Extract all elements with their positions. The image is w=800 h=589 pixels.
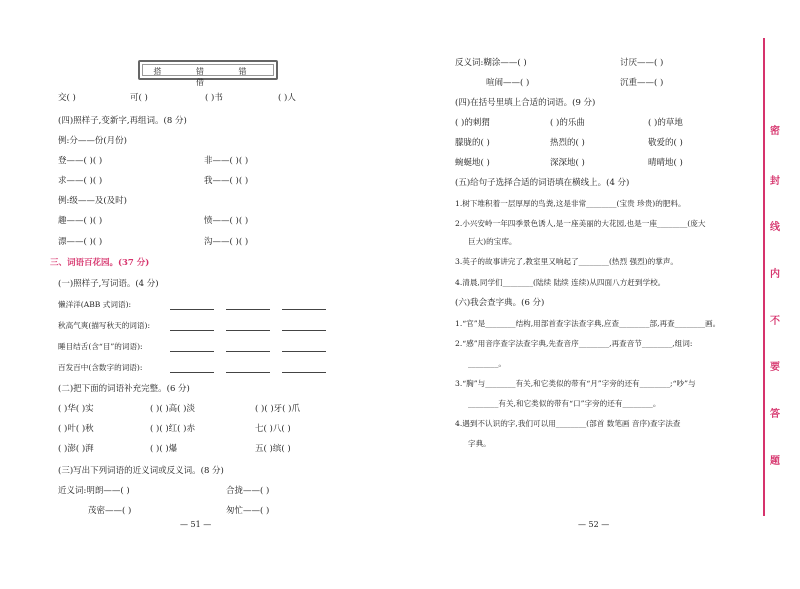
sentence-item: 2.小兴安岭一年四季景色诱人,是一座美丽的大花园,也是一座________(庞大 (455, 219, 706, 228)
seal-char: 封 (770, 176, 780, 187)
seal-char: 内 (770, 269, 780, 280)
dictionary-item: 3.“胸”与________有关,和它类似的带有“月”字旁的还有________;“吵”与 (455, 379, 696, 388)
idiom-item: ( )叶( )秋 (58, 424, 94, 434)
question-heading: (六)我会查字典。(6 分) (455, 298, 545, 308)
exercise-item: 沟——( )( ) (204, 237, 249, 247)
idiom-item: ( )( )高( )淡 (150, 404, 196, 414)
idiom-item: ( )华( )实 (58, 404, 94, 414)
fill-label: 百发百中(含数字的词语): (58, 363, 143, 372)
answer-line (170, 309, 214, 310)
sentence-item: 3.英子的故事讲完了,教室里又响起了________(热烈 强烈)的掌声。 (455, 257, 679, 266)
idiom-item: ( )澎( )湃 (58, 444, 94, 454)
answer-line (170, 351, 214, 352)
exercise-item: 趣——( )( ) (58, 216, 103, 226)
idiom-item: 五( )缤( ) (255, 444, 291, 454)
example-text: 例:分——份(月份) (58, 136, 127, 146)
answer-line (226, 330, 270, 331)
seal-line (763, 38, 765, 516)
answer-line (170, 372, 214, 373)
dictionary-item: ________有关,和它类似的带有“口”字旁的还有________。 (468, 399, 661, 408)
answer-line (170, 330, 214, 331)
phrase-item: ( )的乐曲 (550, 118, 585, 128)
dictionary-item: 2.“感”用音序查字法查字典,先查音序________,再查音节________,组词: (455, 339, 693, 348)
fill-label: 睡目结舌(含“目”的词语): (58, 342, 143, 351)
seal-char: 不 (770, 316, 780, 327)
header-text: 搭 错 错 借 (153, 67, 263, 87)
seal-char: 题 (770, 456, 780, 467)
header-box (138, 60, 278, 87)
sentence-item: 1.树下堆积着一层厚厚的鸟粪,这是非常________(宝贵 珍贵)的肥料。 (455, 199, 686, 208)
dictionary-item: 字典。 (468, 439, 491, 448)
synonym-item: 近义词:明朗——( ) (58, 486, 130, 496)
dictionary-item: 4.遇到不认识的字,我们可以用________(部首 数笔画 音序)查字法查 (455, 419, 681, 428)
dictionary-item: 1.“官”是________结构,用部首查字法查字典,应查________部,再查________画。 (455, 319, 721, 328)
answer-line (282, 330, 326, 331)
sentence-item: 巨大)的宝库。 (468, 237, 517, 246)
exercise-item: 非——( )( ) (204, 156, 249, 166)
question-heading: (一)照样子,写词语。(4 分) (58, 279, 159, 289)
idiom-item: ( )( )牙( )爪 (255, 404, 301, 414)
synonym-item: 合拢——( ) (226, 486, 270, 496)
question-heading: (五)给句子选择合适的词语填在横线上。(4 分) (455, 178, 630, 188)
dictionary-item: ________。 (468, 359, 506, 368)
answer-line (282, 309, 326, 310)
phrase-item: ( )的刺猬 (455, 118, 490, 128)
phrase-item: 热烈的( ) (550, 138, 585, 148)
antonym-item: 喧闹——( ) (486, 78, 530, 88)
phrase-item: 朦胧的( ) (455, 138, 490, 148)
exercise-item: 漂——( )( ) (58, 237, 103, 247)
phrase-item: 蜿蜒地( ) (455, 158, 490, 168)
page-52 (400, 0, 800, 589)
question-heading: (四)照样子,变新字,再组词。(8 分) (58, 116, 187, 126)
phrase-item: 敬爱的( ) (648, 138, 683, 148)
char-item: 交( ) (58, 93, 76, 103)
sentence-item: 4.清晨,同学们________(陆续 陆续 连续)从四面八方赶到学校。 (455, 278, 666, 287)
question-heading: (四)在括号里填上合适的词语。(9 分) (455, 98, 596, 108)
idiom-item: ( )( )红( )赤 (150, 424, 196, 434)
exercise-item: 我——( )( ) (204, 176, 249, 186)
example-text: 例:级——及(及时) (58, 196, 127, 206)
answer-line (226, 372, 270, 373)
antonym-item: 讨厌——( ) (620, 58, 664, 68)
answer-line (282, 372, 326, 373)
seal-char: 密 (770, 126, 780, 137)
char-item: 可( ) (130, 93, 148, 103)
page-number: — 52 — (578, 520, 610, 529)
exercise-item: 愤——( )( ) (204, 216, 249, 226)
answer-line (226, 351, 270, 352)
antonym-item: 反义词:糊涂——( ) (455, 58, 527, 68)
fill-label: 秋高气爽(描写秋天的词语): (58, 321, 151, 330)
question-heading: (二)把下面的词语补充完整。(6 分) (58, 384, 190, 394)
phrase-item: 晴晴地( ) (648, 158, 683, 168)
seal-char: 答 (770, 409, 780, 420)
fill-label: 懒洋洋(ABB 式词语): (58, 300, 132, 309)
section-title: 三、词语百花园。(37 分) (50, 258, 150, 268)
phrase-item: ( )的草地 (648, 118, 683, 128)
idiom-item: ( )( )爆 (150, 444, 178, 454)
exercise-item: 登——( )( ) (58, 156, 103, 166)
synonym-item: 茂密——( ) (88, 506, 132, 516)
question-heading: (三)写出下列词语的近义词或反义词。(8 分) (58, 466, 224, 476)
answer-line (226, 309, 270, 310)
char-item: ( )书 (205, 93, 223, 103)
seal-char: 线 (770, 222, 780, 233)
idiom-item: 七( )八( ) (255, 424, 291, 434)
seal-char: 要 (770, 362, 780, 373)
exercise-item: 求——( )( ) (58, 176, 103, 186)
page-number: — 51 — (180, 520, 212, 529)
synonym-item: 匆忙——( ) (226, 506, 270, 516)
answer-line (282, 351, 326, 352)
char-item: ( )人 (278, 93, 296, 103)
phrase-item: 深深地( ) (550, 158, 585, 168)
antonym-item: 沉重——( ) (620, 78, 664, 88)
